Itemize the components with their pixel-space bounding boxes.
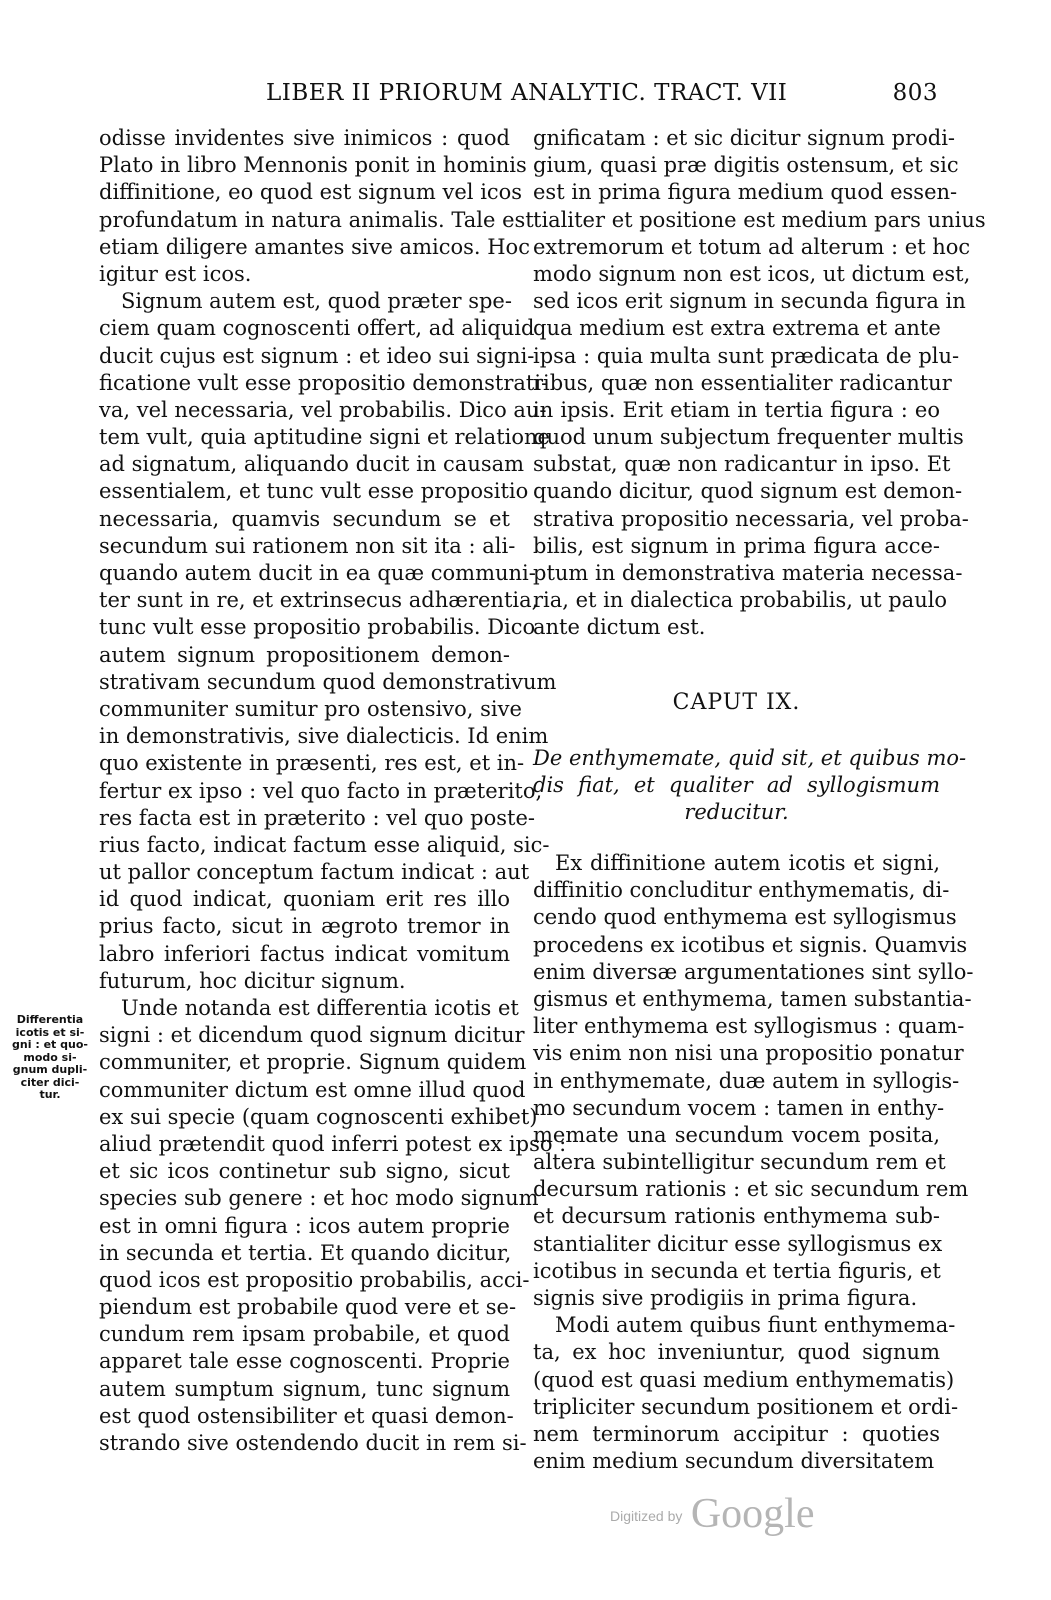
text-line: strando sive ostendendo ducit in rem si- (99, 1431, 527, 1455)
text-line: ter sunt in re, et extrinsecus adhærentia, (99, 588, 539, 613)
text-line: ribus, quæ non essentialiter radicantur (533, 370, 952, 395)
text-line: est quod ostensibiliter et quasi demon- (99, 1403, 514, 1428)
text-line: ciem quam cognoscenti offert, ad aliquid (99, 316, 535, 341)
text-line: quod unum subjectum frequenter multis (533, 425, 964, 450)
text-line: communiter, et proprie. Signum quidem (99, 1050, 527, 1075)
text-line: stantialiter dicitur esse syllogismus ex (533, 1231, 943, 1256)
margin-note-line: icotis et si- (15, 1025, 85, 1039)
text-line: signis sive prodigiis in prima figura. (533, 1286, 918, 1310)
subtitle-line: reducitur. (684, 800, 789, 825)
text-line: quo existente in præsenti, res est, et in- (99, 751, 525, 776)
text-line: piendum est probabile quod vere et se- (99, 1295, 517, 1320)
text-line: prius facto, sicut in ægroto tremor in (99, 914, 510, 939)
text-line: ante dictum est. (533, 615, 706, 640)
text-line: est in prima figura medium quod essen- (533, 180, 958, 205)
text-line: ex sui specie (quam cognoscenti exhibet) (99, 1104, 538, 1129)
text-line: secundum sui rationem non sit ita : ali- (99, 533, 516, 558)
text-line: Modi autem quibus fiunt enthymema- (555, 1313, 956, 1338)
text-line: ria, et in dialectica probabilis, ut paulo (533, 588, 948, 613)
text-line: et sic icos continetur sub signo, sicut (99, 1159, 510, 1184)
text-line: tripliciter secundum positionem et ordi- (533, 1394, 959, 1419)
subtitle-line: dis fiat, et qualiter ad syllogismum (533, 773, 940, 798)
chapter-subtitle (533, 745, 967, 827)
text-line: ducit cujus est signum : et ideo sui signi- (99, 343, 535, 368)
text-line: strativam secundum quod demonstrativum (99, 669, 557, 694)
text-line: gismus et enthymema, tamen substantia- (533, 986, 972, 1011)
text-line: autem signum propositionem demon- (99, 642, 510, 667)
text-line: nem terminorum accipitur : quoties (533, 1421, 940, 1446)
text-line: va, vel necessaria, vel probabilis. Dico au- (99, 397, 547, 422)
text-line: essentialem, et tunc vult esse propositio (99, 479, 529, 504)
text-line: quando dicitur, quod signum est demon- (533, 479, 963, 504)
text-line: decursum rationis : et sic secundum rem (533, 1177, 969, 1202)
text-line: id quod indicat, quoniam erit res illo (99, 887, 510, 912)
text-line: modo signum non est icos, ut dictum est, (533, 261, 971, 286)
digitized-watermark (610, 1490, 814, 1538)
text-line: in ipsis. Erit etiam in tertia figura : eo (533, 397, 940, 422)
text-line: res facta est in præterito : vel quo poste- (99, 805, 535, 830)
text-line: aliud prætendit quod inferri potest ex ipso : (99, 1131, 567, 1156)
text-line: ta, ex hoc inveniuntur, quod signum (533, 1340, 940, 1365)
text-line: bilis, est signum in prima figura acce- (533, 533, 940, 558)
text-line: gium, quasi præ digitis ostensum, et sic (533, 153, 959, 178)
text-line: Unde notanda est differentia icotis et (121, 996, 519, 1020)
margin-note-line: gni : et quo- (12, 1038, 88, 1051)
page-header (100, 76, 938, 110)
text-line: Signum autem est, quod præter spe- (121, 289, 512, 314)
text-line: labro inferiori factus indicat vomitum (99, 941, 510, 966)
text-line: ad signatum, aliquando ducit in causam (99, 452, 525, 477)
text-line: vis enim non nisi una propositio ponatur (533, 1041, 964, 1066)
text-line: necessaria, quamvis secundum se et (99, 506, 510, 531)
text-line: extremorum et totum ad alterum : et hoc (533, 234, 971, 259)
text-line: (quod est quasi medium enthymematis) (533, 1367, 955, 1392)
right-column-top (533, 125, 986, 642)
margin-note-line: modo si- (23, 1050, 77, 1064)
text-line: sed icos erit signum in secunda figura in (533, 289, 966, 314)
text-line: igitur est icos. (99, 261, 252, 286)
text-line: cendo quod enthymema est syllogismus (533, 905, 957, 930)
text-line: etiam diligere amantes sive amicos. Hoc (99, 234, 530, 259)
right-column-bottom (533, 850, 974, 1475)
text-line: cundum rem ipsam probabile, et quod (99, 1322, 510, 1347)
text-line: in secunda et tertia. Et quando dicitur, (99, 1240, 512, 1265)
text-line: icotibus in secunda et tertia figuris, et (533, 1258, 941, 1283)
text-line: enim medium secundum diversitatem (533, 1449, 935, 1474)
running-title: LIBER II PRIORUM ANALYTIC. TRACT. VII (266, 80, 788, 106)
margin-note-line: tur. (39, 1088, 61, 1101)
text-line: qua medium est extra extrema et ante (533, 316, 941, 341)
text-line: quod icos est propositio probabilis, acci- (99, 1267, 530, 1292)
google-logo: Google (690, 1491, 815, 1537)
margin-note-line: gnum dupli- (12, 1063, 88, 1076)
text-line: substat, quæ non radicantur in ipso. Et (533, 452, 951, 477)
text-line: ptum in demonstrativa materia necessa- (533, 561, 963, 585)
text-line: memate una secundum vocem posita, (533, 1122, 940, 1147)
text-line: profundatum in natura animalis. Tale est (99, 207, 534, 232)
text-line: communiter sumitur pro ostensivo, sive (99, 696, 522, 721)
margin-note (4, 1014, 96, 1102)
text-line: signi : et dicendum quod signum dicitur (99, 1023, 525, 1048)
text-line: tialiter et positione est medium pars unius (533, 207, 986, 232)
text-line: strativa propositio necessaria, vel proba- (533, 506, 969, 531)
text-line: Ex diffinitione autem icotis et signi, (555, 851, 940, 875)
text-line: apparet tale esse cognoscenti. Proprie (99, 1349, 510, 1374)
text-line: ficatione vult esse propositio demonstrati- (99, 370, 549, 395)
left-column (99, 125, 567, 1457)
page-number: 803 (892, 80, 938, 106)
text-line: procedens ex icotibus et signis. Quamvis (533, 932, 968, 957)
text-line: gnificatam : et sic dicitur signum prodi- (533, 126, 956, 150)
text-line: altera subintelligitur secundum rem et (533, 1150, 946, 1175)
text-line: odisse invidentes sive inimicos : quod (99, 126, 510, 150)
text-line: diffinitio concluditur enthymematis, di- (533, 878, 950, 903)
text-line: liter enthymema est syllogismus : quam- (533, 1014, 965, 1039)
margin-note-line: Differentia (16, 1013, 84, 1026)
text-line: futurum, hoc dicitur signum. (99, 968, 406, 993)
text-line: ut pallor conceptum factum indicat : aut (99, 860, 530, 885)
subtitle-line: De enthymemate, quid sit, et quibus mo- (533, 746, 967, 770)
text-line: rius facto, indicat factum esse aliquid, sic- (99, 832, 550, 857)
text-line: in demonstrativis, sive dialecticis. Id enim (99, 724, 549, 749)
text-line: et decursum rationis enthymema sub- (533, 1204, 940, 1229)
text-line: enim diversæ argumentationes sint syllo- (533, 959, 974, 984)
text-line: communiter dictum est omne illud quod (99, 1077, 526, 1102)
text-line: Plato in libro Mennonis ponit in hominis (99, 153, 527, 178)
text-line: diffinitione, eo quod est signum vel icos (99, 180, 523, 205)
text-line: tunc vult esse propositio probabilis. Dico (99, 615, 536, 640)
text-line: species sub genere : et hoc modo signum (99, 1186, 539, 1211)
text-line: mo secundum vocem : tamen in enthy- (533, 1095, 945, 1120)
text-line: ipsa : quia multa sunt prædicata de plu- (533, 343, 960, 368)
text-line: in enthymemate, duæ autem in syllogis- (533, 1068, 960, 1093)
chapter-heading: CAPUT IX. (672, 690, 801, 715)
text-line: autem sumptum signum, tunc signum (99, 1376, 510, 1401)
margin-note-line: citer dici- (20, 1075, 80, 1089)
watermark-prefix: Digitized by (610, 1508, 683, 1524)
text-line: quando autem ducit in ea quæ communi- (99, 561, 536, 585)
text-line: fertur ex ipso : vel quo facto in præterito, (99, 778, 543, 803)
text-line: tem vult, quia aptitudine signi et relatione (99, 425, 550, 450)
text-line: est in omni figura : icos autem proprie (99, 1213, 510, 1238)
